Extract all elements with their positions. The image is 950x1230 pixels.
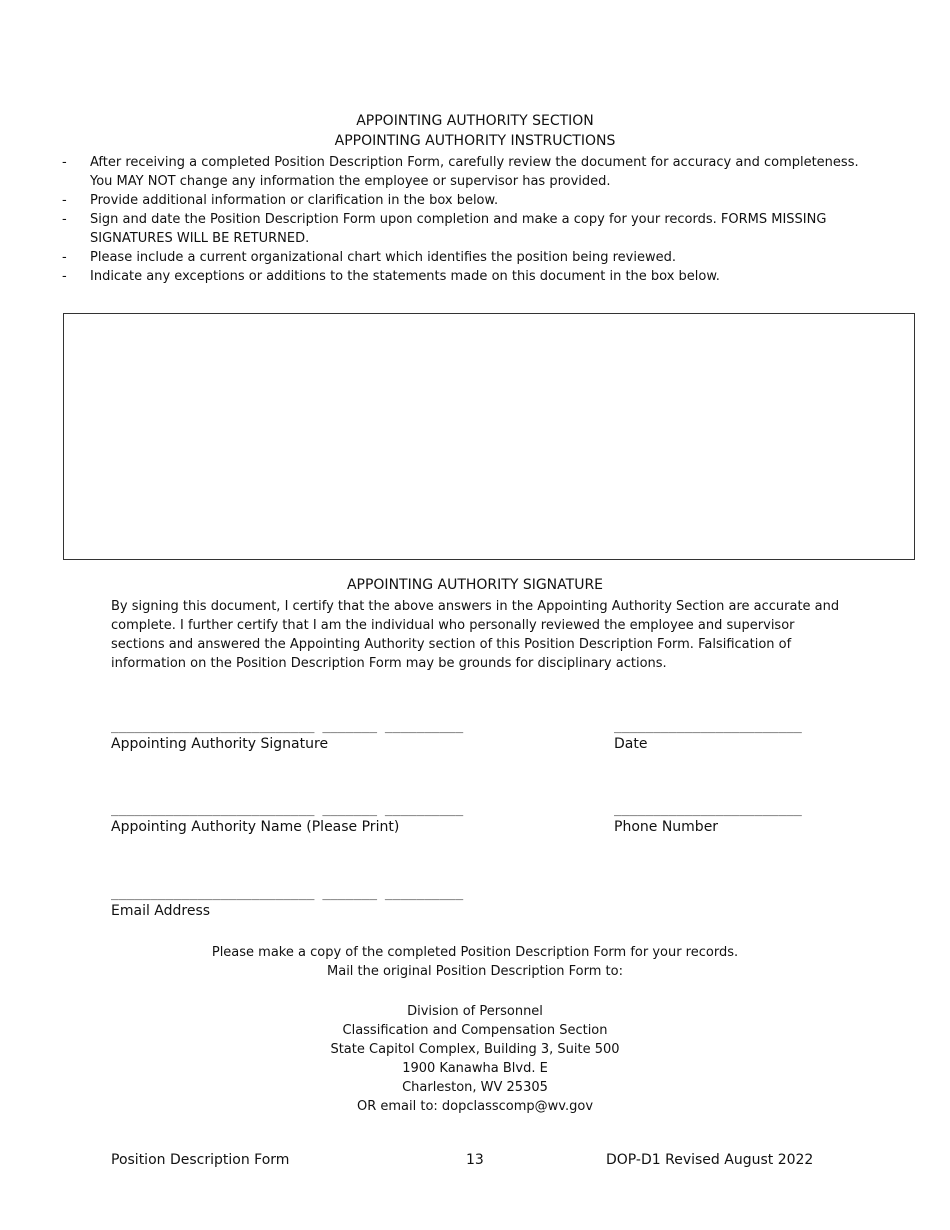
bullet-dash: - (62, 269, 67, 284)
list-item (62, 267, 862, 286)
bullet-dash: - (62, 193, 67, 208)
name-label: Appointing Authority Name (Please Print) (111, 819, 400, 835)
address-line: Charleston, WV 25305 (402, 1080, 548, 1095)
list-item (62, 210, 862, 248)
phone-line[interactable]: ________________________ (614, 802, 802, 817)
date-label: Date (614, 736, 648, 752)
email-contact-line: OR email to: dopclasscomp@wv.gov (356, 1099, 594, 1114)
mail-intro-line: Mail the original Position Description Form to: (327, 964, 623, 979)
mail-address (0, 1002, 950, 1116)
mail-intro (0, 943, 950, 981)
footer-page-number: 13 (466, 1152, 484, 1168)
date-line[interactable]: ________________________ (614, 719, 802, 734)
instruction-text: Please include a current organizational chart which identifies the position being reviewed. (90, 250, 677, 265)
certification-text: By signing this document, I certify that the above answers in the Appointing Authority Section are accurate and complete. I further certify that I am the individual who personally reviewed the employee and supervisor sections and answered the Appointing Authority section of this Position Description Form. Falsification of information on the Position Description Form may be grounds for disciplinary actions. (111, 599, 840, 671)
footer-revision: DOP-D1 Revised August 2022 (606, 1152, 814, 1168)
instructions-title: APPOINTING AUTHORITY INSTRUCTIONS (334, 133, 616, 149)
bullet-dash: - (62, 155, 67, 170)
signature-label: Appointing Authority Signature (111, 736, 329, 752)
instruction-text: Provide additional information or clarification in the box below. (90, 193, 499, 208)
name-line[interactable]: __________________________ _______ __________ (111, 802, 464, 817)
address-line: Division of Personnel (407, 1004, 543, 1019)
address-line: State Capitol Complex, Building 3, Suite 500 (330, 1042, 620, 1057)
bullet-dash: - (62, 250, 67, 265)
footer-form-name: Position Description Form (111, 1152, 290, 1168)
phone-label: Phone Number (614, 819, 719, 835)
address-line: Classification and Compensation Section (342, 1023, 608, 1038)
signature-title: APPOINTING AUTHORITY SIGNATURE (346, 577, 604, 593)
instruction-text: After receiving a completed Position Description Form, carefully review the document for accuracy and completeness. You MAY NOT change any information the employee or supervisor has provided. (90, 155, 859, 189)
email-label: Email Address (111, 903, 211, 919)
mail-intro-line: Please make a copy of the completed Position Description Form for your records. (211, 945, 739, 960)
signature-line[interactable]: __________________________ _______ __________ (111, 719, 464, 734)
list-item (62, 191, 862, 210)
instructions-list (62, 153, 862, 286)
instruction-text: Indicate any exceptions or additions to the statements made on this document in the box below. (90, 269, 720, 284)
email-line[interactable]: __________________________ _______ __________ (111, 886, 464, 901)
list-item (62, 248, 862, 267)
address-line: 1900 Kanawha Blvd. E (402, 1061, 548, 1076)
section-title: APPOINTING AUTHORITY SECTION (356, 113, 594, 129)
comments-text-box[interactable] (63, 313, 915, 560)
list-item (62, 153, 862, 191)
bullet-dash: - (62, 212, 67, 227)
instruction-text: Sign and date the Position Description Form upon completion and make a copy for your records. FORMS MISSING SIGNATURES WILL BE RETURNED. (90, 212, 827, 246)
